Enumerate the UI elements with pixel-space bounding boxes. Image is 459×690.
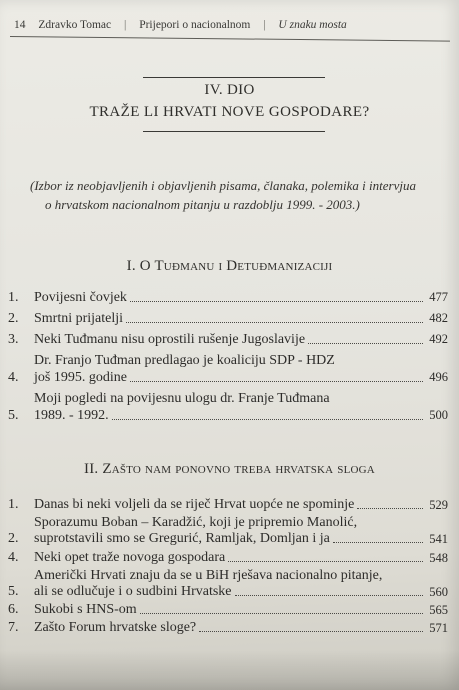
- toc-entry: [8, 602, 448, 618]
- entry-page-number: 548: [429, 551, 448, 565]
- entry-number: 1.: [8, 290, 19, 305]
- book-title: Prijepori o nacionalnom: [139, 19, 251, 31]
- entry-number: 4.: [8, 370, 19, 385]
- author-name: Zdravko Tomac: [38, 19, 112, 31]
- running-head: [14, 19, 444, 31]
- entry-number: 3.: [8, 332, 19, 347]
- toc-entry: [8, 568, 448, 600]
- entry-title: ali se odlučuje i o sudbini Hrvatske: [34, 584, 232, 599]
- section-number: I.: [126, 258, 136, 274]
- separator: |: [263, 19, 266, 31]
- dot-leader: [235, 595, 423, 596]
- entry-page-number: 496: [429, 370, 448, 384]
- entry-title: Neki opet traže novoga gospodara: [34, 550, 226, 565]
- entry-number: 5.: [8, 584, 19, 599]
- entry-title: 1989. - 1992.: [34, 408, 109, 423]
- entry-page-number: 477: [429, 290, 448, 304]
- entry-page-number: 560: [429, 585, 448, 599]
- page-shadow: [0, 650, 459, 690]
- part-label: IV. DIO: [204, 82, 255, 98]
- entry-page-number: 500: [429, 408, 448, 422]
- header-rule: [10, 36, 450, 42]
- entry-title: Povijesni čovjek: [34, 290, 127, 305]
- entry-number: 1.: [8, 497, 19, 512]
- section-title: Zašto nam ponovno treba hrvatska sloga: [102, 461, 375, 477]
- toc-entry: [8, 289, 448, 306]
- entry-title: Neki Tuđmanu nisu oprostili rušenje Jugoslavije: [34, 332, 306, 347]
- entry-number: 2.: [8, 531, 19, 546]
- entry-page-number: 529: [429, 498, 448, 512]
- bottom-rule: [143, 131, 325, 132]
- separator: |: [124, 19, 127, 31]
- entry-title: Moji pogledi na povijesnu ulogu dr. Franje Tuđmana: [34, 391, 330, 406]
- entry-title: Sporazumu Boban – Karadžić, koji je pripremio Manolić,: [34, 515, 358, 530]
- section-heading-1: [0, 258, 459, 275]
- section-title: O Tuđmanu i Detuđmanizaciji: [139, 258, 333, 274]
- toc-entry: [8, 331, 448, 348]
- toc-entry: [8, 515, 448, 547]
- entry-number: 6.: [8, 602, 19, 617]
- entry-title: Dr. Franjo Tuđman predlagao je koaliciju SDP - HDZ: [34, 353, 335, 368]
- toc-entry: [8, 310, 448, 327]
- entry-number: 4.: [8, 550, 19, 565]
- page-number: 14: [14, 19, 26, 31]
- entry-page-number: 565: [429, 603, 448, 617]
- toc-entry: [8, 497, 448, 513]
- entry-title: Danas bi neki voljeli da se riječ Hrvat uopće ne spominje: [34, 497, 355, 512]
- toc-list-2: [8, 497, 448, 636]
- dot-leader: [308, 343, 423, 344]
- section-number: II.: [84, 461, 99, 477]
- dot-leader: [112, 419, 423, 420]
- dot-leader: [126, 322, 423, 323]
- part-subtitle: [30, 176, 450, 214]
- subtitle-line: (Izbor iz neobjavljenih i objavljenih pisama, članaka, polemika i intervjua: [30, 178, 416, 193]
- toc-entry: [8, 390, 448, 424]
- toc-entry: [8, 620, 448, 636]
- dot-leader: [140, 613, 423, 614]
- dot-leader: [130, 381, 423, 382]
- entry-number: 5.: [8, 408, 19, 423]
- subtitle-line: o hrvatskom nacionalnom pitanju u razdoblju 1999. - 2003.): [45, 197, 360, 212]
- dot-leader: [130, 301, 423, 302]
- entry-title: Sukobi s HNS-om: [34, 602, 137, 617]
- entry-title: Zašto Forum hrvatske sloge?: [34, 620, 197, 635]
- entry-title: suprotstavili smo se Gregurić, Ramljak, Domljan i ja: [34, 531, 330, 546]
- entry-number: 7.: [8, 620, 19, 635]
- dot-leader: [357, 508, 423, 509]
- dot-leader: [228, 561, 423, 562]
- part-title: TRAŽE LI HRVATI NOVE GOSPODARE?: [89, 104, 370, 120]
- entry-page-number: 482: [429, 311, 448, 325]
- section-heading-2: [0, 461, 459, 478]
- entry-title: još 1995. godine: [34, 370, 127, 385]
- toc-entry: [8, 352, 448, 386]
- toc-list-1: [8, 289, 448, 424]
- top-rule: [143, 77, 325, 78]
- section-name: U znaku mosta: [278, 19, 347, 31]
- dot-leader: [199, 631, 423, 632]
- entry-page-number: 492: [429, 332, 448, 346]
- entry-title: Američki Hrvati znaju da se u BiH rješava nacionalno pitanje,: [34, 568, 383, 583]
- entry-title: Smrtni prijatelji: [34, 311, 124, 326]
- entry-page-number: 541: [429, 532, 448, 546]
- entry-number: 2.: [8, 311, 19, 326]
- entry-page-number: 571: [429, 621, 448, 635]
- dot-leader: [333, 542, 423, 543]
- toc-entry: [8, 550, 448, 566]
